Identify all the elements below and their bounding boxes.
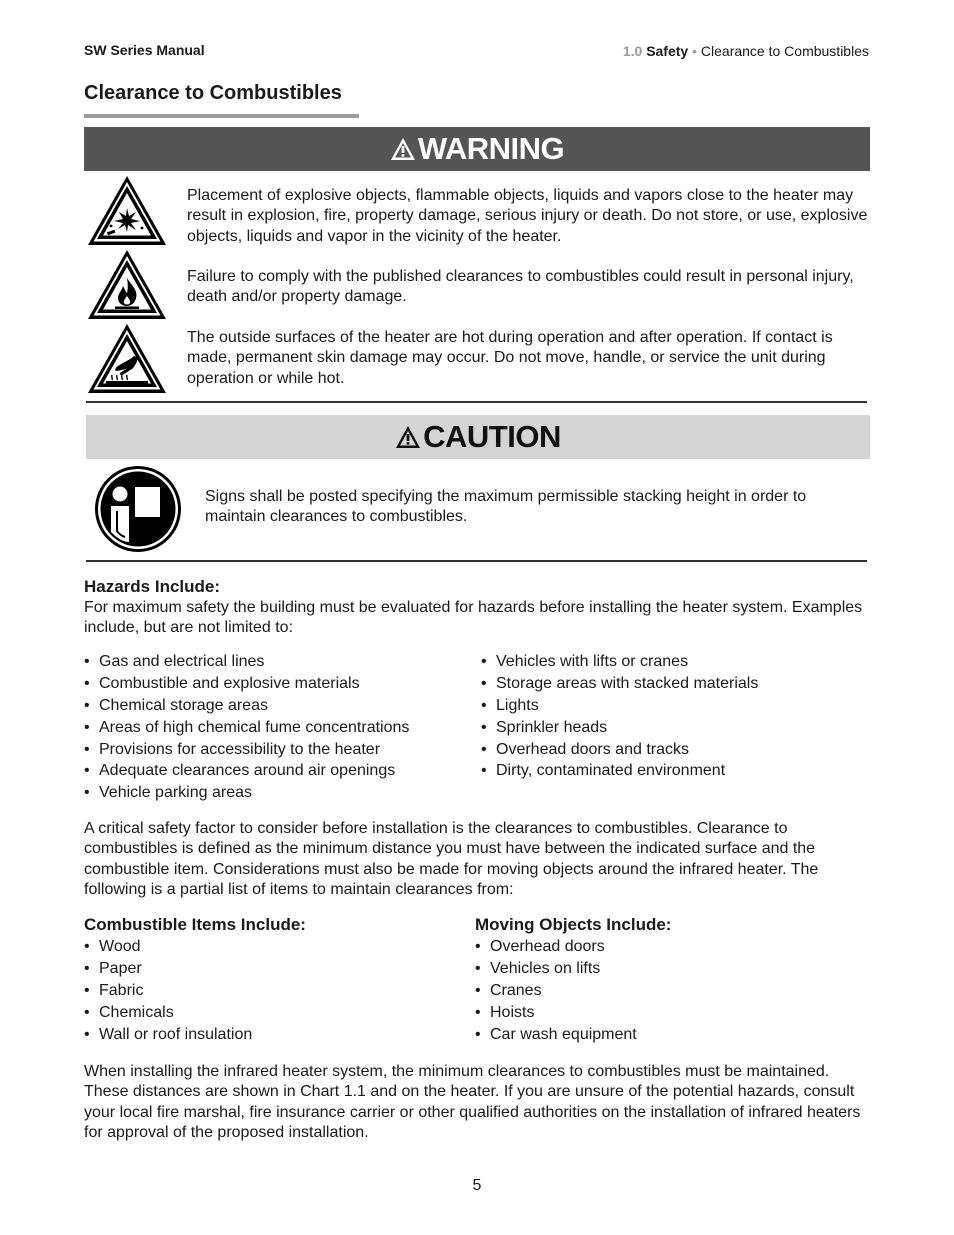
list-item: • Adequate clearances around air openings: [84, 761, 464, 783]
warning-paragraph-hot-surface: The outside surfaces of the heater are hot during operation and after operation. If contact is made, permanent skin damage may occur. Do not move, handle, or service the unit during operation or while hot.: [187, 329, 833, 387]
list-item: • Fabric: [84, 981, 434, 1003]
list-item: • Car wash equipment: [475, 1025, 825, 1047]
moving-objects-list: [475, 937, 825, 1046]
list-item: • Wall or roof insulation: [84, 1025, 434, 1047]
installation-paragraph: When installing the infrared heater system, the minimum clearances to combustibles must be maintained. These distances are shown in Chart 1.1 and on the heater. If you are unsure of the potential hazards, consult your local fire marshal, fire insurance carrier or other qualified authorities on the installation of infrared heaters for approval of the proposed installation.: [84, 1063, 861, 1142]
fire-hazard-icon: [86, 248, 168, 322]
list-item: • Chemicals: [84, 1003, 434, 1025]
hazards-list-left: [84, 652, 464, 805]
caution-title: CAUTION: [423, 419, 561, 454]
hazards-intro: For maximum safety the building must be evaluated for hazards before installing the heater system. Examples include, but are not limited to:: [84, 599, 863, 637]
caution-text: Signs shall be posted specifying the maximum permissible stacking height in order to maintain clearances to combustibles.: [205, 488, 807, 526]
list-item: • Combustible and explosive materials: [84, 674, 464, 696]
hazards-heading: Hazards Include:: [84, 577, 221, 596]
divider: [86, 560, 867, 562]
list-item: • Dirty, contaminated environment: [481, 761, 861, 783]
list-item: • Overhead doors and tracks: [481, 740, 861, 762]
hot-surface-icon: [86, 322, 168, 396]
list-item: • Vehicles on lifts: [475, 959, 825, 981]
list-item: • Paper: [84, 959, 434, 981]
list-item: • Cranes: [475, 981, 825, 1003]
breadcrumb: [623, 43, 869, 59]
list-item: • Gas and electrical lines: [84, 652, 464, 674]
hazards-list-right: [481, 652, 861, 783]
warning-paragraph-explosion: Placement of explosive objects, flammable objects, liquids and vapors close to the heater may result in explosion, fire, property damage, serious injury or death. Do not store, or use, explosive objects, liquids and vapor in the vicinity of the heater.: [187, 187, 868, 245]
warning-triangle-icon: [395, 425, 421, 449]
list-item: • Areas of high chemical fume concentrations: [84, 718, 464, 740]
caution-banner: [86, 415, 870, 459]
list-item: • Storage areas with stacked materials: [481, 674, 861, 696]
manual-title: SW Series Manual: [84, 42, 205, 58]
warning-triangle-icon: [390, 137, 416, 161]
explosive-hazard-icon: [86, 174, 168, 248]
section-number: 1.0: [622, 43, 643, 59]
list-item: • Vehicle parking areas: [84, 783, 464, 805]
list-item: • Lights: [481, 696, 861, 718]
clearance-definition-paragraph: A critical safety factor to consider before installation is the clearances to combustibles. Clearance to combustibles is defined as the minimum distance you must have between the indicated surface and the combustible item. Considerations must also be made for moving objects around the infrared heater. The following is a partial list of items to maintain clearances from:: [84, 820, 819, 899]
list-item: • Overhead doors: [475, 937, 825, 959]
list-item: • Hoists: [475, 1003, 825, 1025]
combustible-items-list: [84, 937, 434, 1046]
list-item: • Vehicles with lifts or cranes: [481, 652, 861, 674]
section-name: Safety: [646, 43, 689, 59]
warning-title: WARNING: [417, 131, 565, 166]
warning-banner: [84, 127, 870, 171]
list-item: • Sprinkler heads: [481, 718, 861, 740]
moving-objects-heading: Moving Objects Include:: [475, 915, 672, 934]
list-item: • Wood: [84, 937, 434, 959]
list-item: • Provisions for accessibility to the heater: [84, 740, 464, 762]
page-number: 5: [472, 1177, 482, 1194]
breadcrumb-separator: •: [692, 43, 698, 59]
title-underline: [84, 114, 359, 118]
combustible-items-heading: Combustible Items Include:: [84, 915, 306, 934]
subsection-name: Clearance to Combustibles: [700, 43, 869, 59]
page-title: Clearance to Combustibles: [84, 82, 342, 104]
list-item: • Chemical storage areas: [84, 696, 464, 718]
read-manual-icon: [94, 465, 182, 553]
divider: [86, 401, 867, 403]
warning-paragraph-clearances: Failure to comply with the published clearances to combustibles could result in personal injury, death and/or property damage.: [187, 268, 854, 306]
